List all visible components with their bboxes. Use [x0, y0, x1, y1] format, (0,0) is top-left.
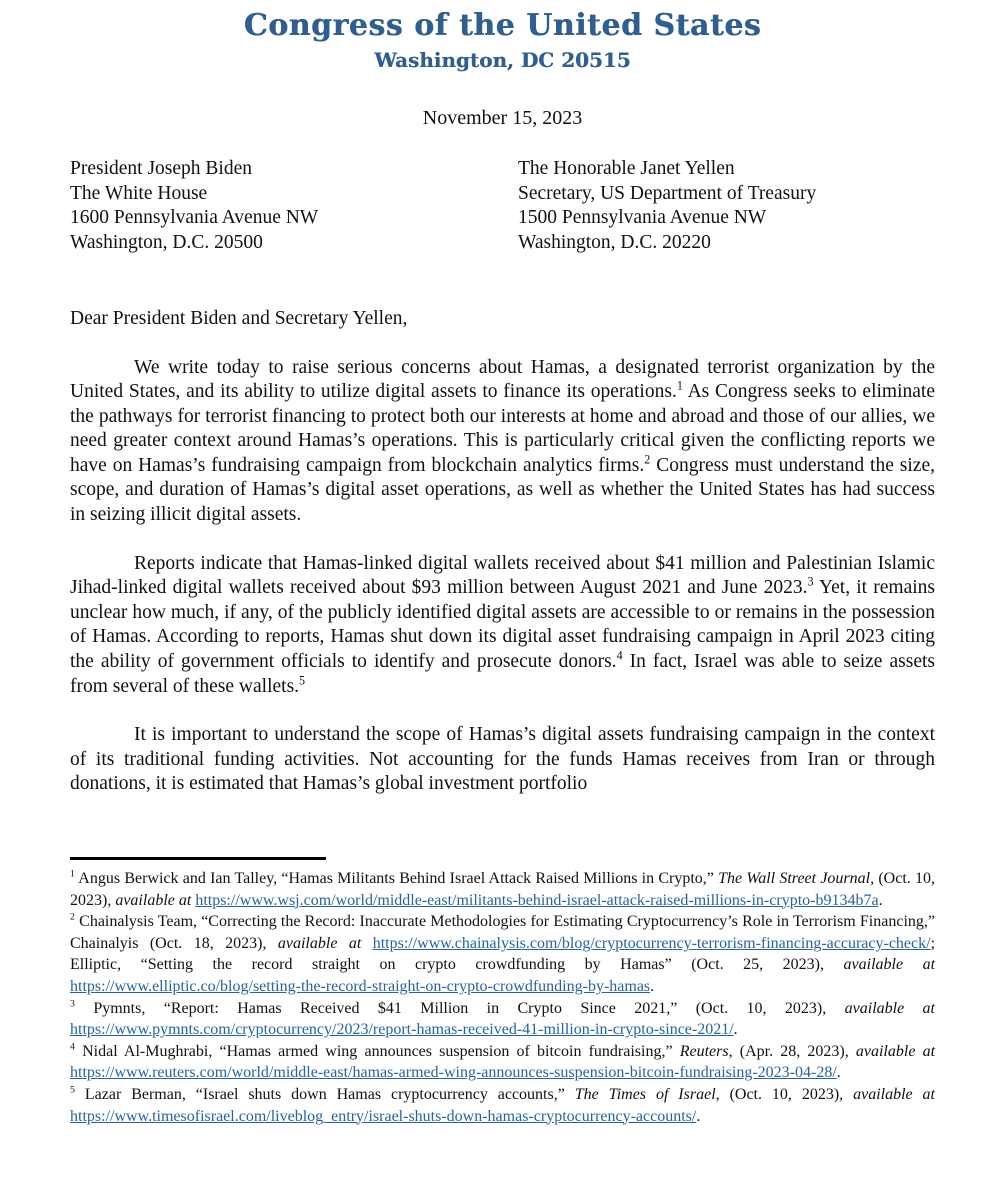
footnote-ref: 1 — [70, 868, 75, 880]
hyperlink[interactable]: https://www.reuters.com/world/middle-east/hamas-armed-wing-announces-suspension-bitcoin-fundraising-2023-04-28/ — [70, 1064, 837, 1082]
footnote — [70, 911, 935, 997]
footnote-ref: 1 — [676, 378, 683, 393]
italic-text: available at — [855, 1042, 936, 1060]
footnote-ref: 4 — [616, 648, 623, 663]
letterhead-address: Washington, DC 20515 — [374, 48, 631, 72]
hyperlink[interactable]: https://www.wsj.com/world/middle-east/militants-behind-israel-attack-raised-millions-in-crypto-b9134b7a — [195, 891, 879, 909]
text-run: We write today to raise serious concerns about Hamas, a designated terrorist organization by the United States, and its ability to utilize digital assets to finance its operations. — [70, 356, 935, 403]
hyperlink[interactable]: https://www.chainalysis.com/blog/cryptocurrency-terrorism-financing-accuracy-check/ — [372, 934, 931, 952]
italic-text: available at — [844, 999, 936, 1017]
footnote — [70, 1041, 935, 1084]
footnote-ref: 2 — [644, 452, 651, 467]
letterhead-organization: Congress of the United States — [243, 8, 762, 43]
text-run: . — [878, 891, 883, 909]
text-run: . — [696, 1107, 701, 1125]
footnote-ref: 3 — [807, 574, 814, 589]
text-run: . — [733, 1021, 738, 1039]
hyperlink[interactable]: https://www.timesofisrael.com/liveblog_entry/israel-shuts-down-hamas-cryptocurrency-accounts/ — [70, 1107, 697, 1125]
italic-text: available at — [277, 934, 362, 952]
footnote-ref: 5 — [299, 673, 306, 688]
recipient-line: Washington, D.C. 20500 — [70, 231, 263, 253]
text-run: Congress must understand the size, scope, and duration of Hamas’s digital asset operations, as well as whether the United States has had success in seizing illicit digital assets. — [70, 454, 935, 526]
text-run: , (Oct. 10, 2023), — [715, 1085, 854, 1103]
italic-text: The Wall Street Journal, — [718, 870, 875, 887]
paragraph — [70, 552, 935, 700]
footnote-ref: 3 — [70, 998, 75, 1010]
footnote-separator-rule — [70, 857, 326, 860]
hyperlink[interactable]: https://www.elliptic.co/blog/setting-the-record-straight-on-crypto-crowdfunding-by-hamas — [70, 977, 651, 995]
recipient-line: President Joseph Biden — [70, 158, 252, 179]
text-run — [361, 935, 372, 952]
recipient-line: 1600 Pennsylvania Avenue NW — [70, 207, 319, 228]
text-run: It is important to understand the scope of Hamas’s digital assets fundraising campaign in the context of its traditional funding activities. Not accounting for the funds Hamas receives from Iran or through donations, it is estimated that Hamas’s global investment portfolio — [70, 724, 935, 795]
text-run: Chainalysis Team, “Correcting the Record: Inaccurate Methodologies for Estimating Cryptocurrency’s Role in Terrorism Financing,” Chainalyis (Oct. 18, 2023), — [70, 913, 935, 952]
footnote-ref: 4 — [70, 1041, 75, 1053]
recipient-address-left — [70, 157, 518, 255]
text-run: . — [836, 1064, 841, 1082]
footnote — [70, 1084, 935, 1127]
text-run: . — [650, 977, 655, 995]
paragraph — [70, 356, 935, 528]
italic-text: available at — [843, 956, 936, 974]
text-run: Nidal Al-Mughrabi, “Hamas armed wing announces suspension of bitcoin fundraising,” — [74, 1042, 680, 1060]
recipient-blocks — [70, 157, 935, 255]
hyperlink[interactable]: https://www.pymnts.com/cryptocurrency/2023/report-hamas-received-41-million-in-crypto-since-2021/ — [70, 1021, 734, 1039]
recipient-line: Washington, D.C. 20220 — [518, 231, 711, 253]
body-paragraphs — [70, 356, 935, 798]
letterhead — [70, 8, 935, 73]
text-run: , (Apr. 28, 2023), — [728, 1042, 856, 1060]
italic-text: Reuters — [679, 1042, 729, 1060]
text-run: In fact, Israel was able to seize assets from several of these wallets. — [70, 651, 935, 697]
paragraph — [70, 723, 935, 797]
text-run: Yet, it remains unclear how much, if any, of the publicly identified digital assets are accessible to or remains in the possession of Hamas. According to reports, Hamas shut down its digital asset fundraising campaign in April 2023 citing the ability of government officials to identify and prosecute donors. — [70, 577, 935, 673]
italic-text: available at — [853, 1085, 936, 1103]
text-run: Angus Berwick and Ian Talley, “Hamas Militants Behind Israel Attack Raised Millions in Crypto,” — [74, 870, 719, 887]
letter-date: November 15, 2023 — [422, 107, 583, 129]
recipient-line: Secretary, US Department of Treasury — [518, 182, 817, 204]
recipient-line: 1500 Pennsylvania Avenue NW — [518, 207, 767, 228]
recipient-address-right — [518, 157, 935, 255]
text-run: Reports indicate that Hamas-linked digital wallets received about $41 million and Palestinian Islamic Jihad-linked digital wallets received about $93 million between August 2021 and June 2023. — [70, 552, 935, 599]
text-run: ; Elliptic, “Setting the record straight on crypto crowdfunding by Hamas” (Oct. 25, 2023), — [70, 934, 936, 974]
text-run: (Oct. 10, 2023), — [70, 870, 936, 909]
text-run: Lazar Berman, “Israel shuts down Hamas cryptocurrency accounts,” — [74, 1085, 575, 1103]
text-run: As Congress seeks to eliminate the pathways for terrorist financing to protect both our interests at home and abroad and those of our allies, we need greater context around Hamas’s operations. This is particularly critical given the conflicting reports we have on Hamas’s fundraising campaign from blockchain analytics firms. — [70, 381, 935, 476]
footnote-ref: 2 — [70, 911, 75, 923]
text-run: Pymnts, “Report: Hamas Received $41 Million in Crypto Since 2021,” (Oct. 10, 2023), — [74, 999, 845, 1017]
footnotes — [70, 868, 935, 1127]
italic-text: available at — [115, 891, 192, 909]
recipient-line: The Honorable Janet Yellen — [518, 158, 735, 179]
footnote — [70, 998, 935, 1041]
footnote-ref: 5 — [70, 1084, 75, 1096]
italic-text: The Times of Israel — [574, 1085, 716, 1103]
salutation: Dear President Biden and Secretary Yellen, — [70, 308, 408, 329]
recipient-line: The White House — [70, 182, 208, 204]
footnote — [70, 868, 935, 911]
